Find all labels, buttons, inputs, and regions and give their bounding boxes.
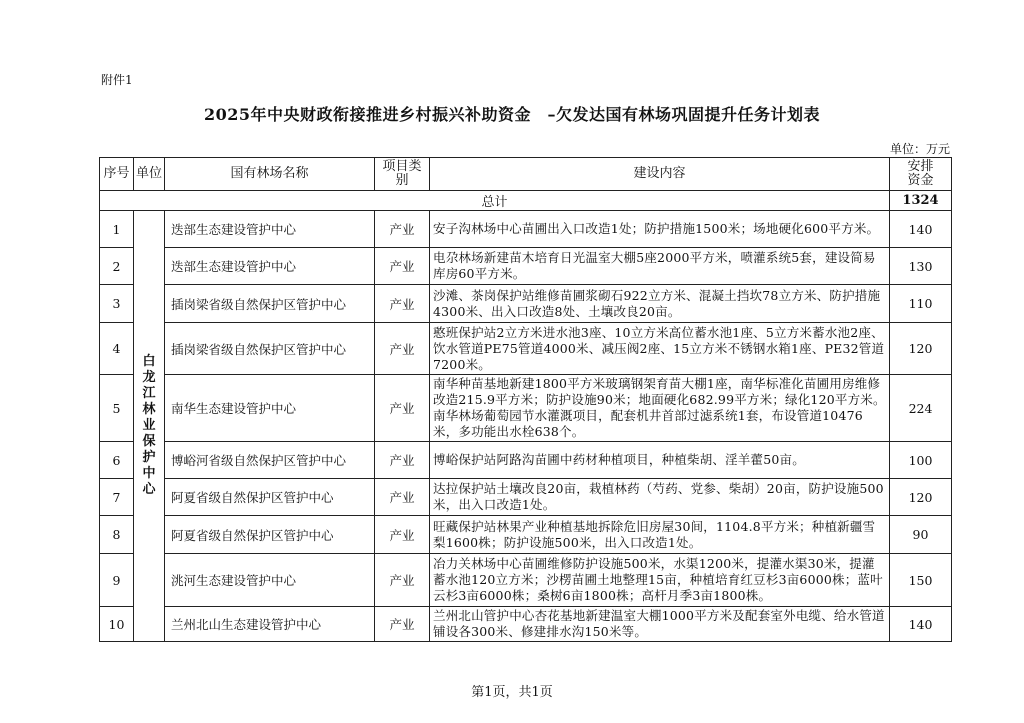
project-category: 产业 (375, 248, 430, 285)
construction-content: 博峪保护站阿路沟苗圃中药材种植项目，种植柴胡、淫羊藿50亩。 (430, 442, 890, 479)
header-unit: 单位 (134, 158, 165, 191)
farm-name: 插岗梁省级自然保护区管护中心 (165, 323, 375, 375)
construction-content: 旺藏保护站林果产业种植基地拆除危旧房屋30间，1104.8平方米；种植新疆雪梨1600株；防护设施500米，出入口改造1处。 (430, 516, 890, 554)
table-row (100, 285, 952, 323)
row-number: 1 (100, 211, 134, 248)
project-category: 产业 (375, 554, 430, 607)
farm-name: 迭部生态建设管护中心 (165, 248, 375, 285)
construction-content: 达拉保护站土壤改良20亩，栽植林药（芍药、党参、柴胡）20亩，防护设施500米，出入口改造1处。 (430, 479, 890, 516)
row-number: 9 (100, 554, 134, 607)
table-row (100, 607, 952, 642)
allocated-fund: 140 (890, 211, 952, 248)
allocated-fund: 224 (890, 375, 952, 442)
table-row (100, 323, 952, 375)
construction-content: 冶力关林场中心苗圃维修防护设施500米，水渠1200米，提灌水渠30米，提灌蓄水池120立方米；沙楞苗圃土地整理15亩，种植培育红豆杉3亩6000株；蓝叶云杉3亩6000株；桑树6亩1800株；高杆月季3亩1800株。 (430, 554, 890, 607)
row-number: 5 (100, 375, 134, 442)
construction-content: 电尕林场新建苗木培育日光温室大棚5座2000平方米，喷灌系统5套，建设简易库房60平方米。 (430, 248, 890, 285)
attachment-label: 附件1 (101, 73, 133, 87)
table-row (100, 248, 952, 285)
total-value: 1324 (890, 191, 952, 211)
allocated-fund: 120 (890, 323, 952, 375)
construction-content: 沙滩、茶岗保护站维修苗圃浆砌石922立方米、混凝土挡坎78立方米、防护措施4300米、出入口改造8处、土壤改良20亩。 (430, 285, 890, 323)
project-category: 产业 (375, 323, 430, 375)
unit-note: 单位：万元 (889, 142, 950, 156)
header-row (100, 158, 952, 191)
construction-content: 安子沟林场中心苗圃出入口改造1处；防护措施1500米；场地硬化600平方米。 (430, 211, 890, 248)
row-number: 8 (100, 516, 134, 554)
allocated-fund: 140 (890, 607, 952, 642)
project-category: 产业 (375, 375, 430, 442)
farm-name: 阿夏省级自然保护区管护中心 (165, 516, 375, 554)
row-number: 6 (100, 442, 134, 479)
header-content: 建设内容 (430, 158, 890, 191)
row-number: 4 (100, 323, 134, 375)
allocated-fund: 120 (890, 479, 952, 516)
table-row (100, 211, 952, 248)
farm-name: 迭部生态建设管护中心 (165, 211, 375, 248)
header-seq: 序号 (100, 158, 134, 191)
header-fund: 安排资金 (890, 158, 952, 191)
project-category: 产业 (375, 516, 430, 554)
table-row (100, 375, 952, 442)
unit-name-cell (134, 211, 165, 642)
allocated-fund: 150 (890, 554, 952, 607)
plan-table (99, 157, 952, 642)
row-number: 3 (100, 285, 134, 323)
table-row (100, 479, 952, 516)
page-footer: 第1页，共1页 (471, 685, 553, 700)
construction-content: 兰州北山管护中心杏花基地新建温室大棚1000平方米及配套室外电缆、给水管道铺设各300米、修建排水沟150米等。 (430, 607, 890, 642)
allocated-fund: 100 (890, 442, 952, 479)
farm-name: 南华生态建设管护中心 (165, 375, 375, 442)
project-category: 产业 (375, 442, 430, 479)
total-label: 总计 (100, 191, 890, 211)
total-row (100, 191, 952, 211)
project-category: 产业 (375, 607, 430, 642)
table-row (100, 554, 952, 607)
project-category: 产业 (375, 479, 430, 516)
page-title: 2025年中央财政衔接推进乡村振兴补助资金 –欠发达国有林场巩固提升任务计划表 (203, 105, 821, 124)
header-farm: 国有林场名称 (165, 158, 375, 191)
farm-name: 博峪河省级自然保护区管护中心 (165, 442, 375, 479)
table-row (100, 516, 952, 554)
table-row (100, 442, 952, 479)
row-number: 7 (100, 479, 134, 516)
construction-content: 南华种苗基地新建1800平方米玻璃钢架育苗大棚1座，南华标准化苗圃用房维修改造215.9平方米；防护设施90米；地面硬化682.99平方米；绿化120平方米。南华林场葡萄园节水灌溉项目，配套机井首部过滤系统1套，布设管道10476米，多功能出水栓638个。 (430, 375, 890, 442)
farm-name: 阿夏省级自然保护区管护中心 (165, 479, 375, 516)
unit-name: 白龙江林业保护中心 (142, 354, 156, 497)
farm-name: 兰州北山生态建设管护中心 (165, 607, 375, 642)
header-category: 项目类别 (375, 158, 430, 191)
farm-name: 插岗梁省级自然保护区管护中心 (165, 285, 375, 323)
allocated-fund: 130 (890, 248, 952, 285)
project-category: 产业 (375, 285, 430, 323)
row-number: 10 (100, 607, 134, 642)
construction-content: 憨班保护站2立方米进水池3座、10立方米高位蓄水池1座、5立方米蓄水池2座、饮水管道PE75管道4000米、减压阀2座、15立方米不锈钢水箱1座、PE32管道7200米。 (430, 323, 890, 375)
farm-name: 洮河生态建设管护中心 (165, 554, 375, 607)
project-category: 产业 (375, 211, 430, 248)
allocated-fund: 90 (890, 516, 952, 554)
row-number: 2 (100, 248, 134, 285)
allocated-fund: 110 (890, 285, 952, 323)
